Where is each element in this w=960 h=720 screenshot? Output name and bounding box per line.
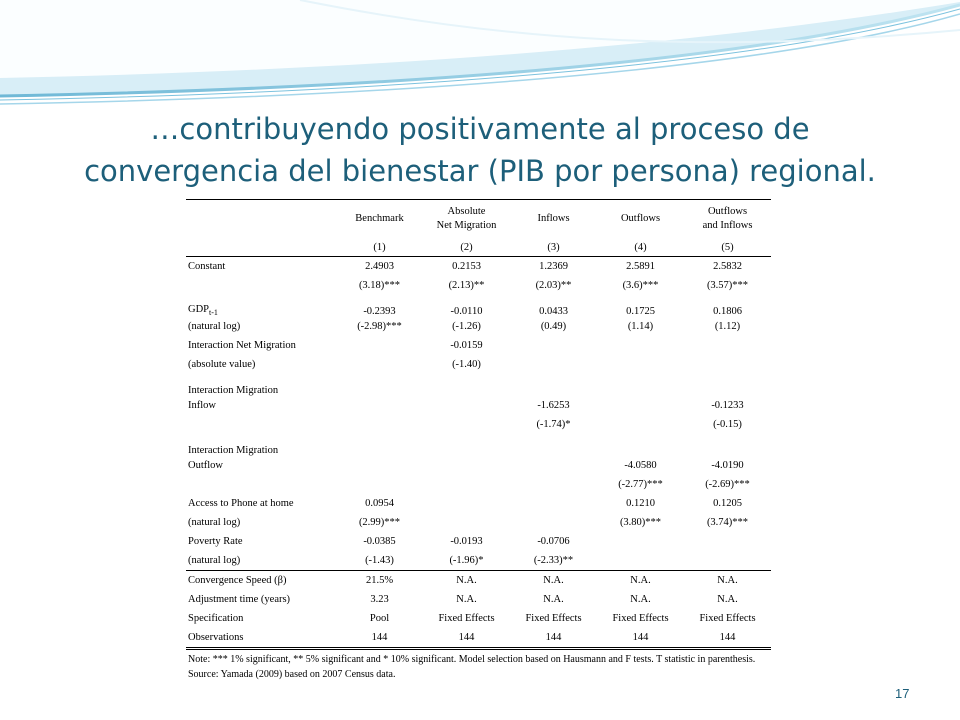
cell: -0.0159 — [450, 340, 483, 351]
row-label: Adjustment time (years) — [188, 594, 291, 605]
cell: 2.4903 — [365, 261, 394, 272]
cell: (-1.40) — [452, 359, 481, 370]
cell: N.A. — [684, 571, 771, 591]
cell: -0.0193 — [450, 536, 483, 547]
row-label: Interaction Net Migration — [188, 340, 296, 351]
cell: 0.2153 — [452, 261, 481, 272]
cell: (3.74)*** — [706, 517, 749, 528]
cell: (1.12) — [714, 321, 741, 332]
row-label: Convergence Speed (β) — [186, 571, 336, 591]
cell: (-2.33)** — [533, 555, 574, 566]
cell: (2.99)*** — [358, 517, 401, 528]
cell: 1.2369 — [539, 261, 568, 272]
cell: N.A. — [630, 594, 651, 605]
row-label: (natural log) — [188, 555, 241, 566]
cell: (3.57)*** — [706, 280, 749, 291]
row-label: Interaction Migration — [188, 385, 279, 396]
cell: -4.0580 — [624, 460, 657, 471]
table-row-gdp-stat — [186, 317, 771, 336]
column-number-row — [186, 238, 771, 257]
cell: N.A. — [597, 571, 684, 591]
cell: (-0.15) — [713, 419, 742, 430]
cell: 2.5891 — [626, 261, 655, 272]
cell: -0.0706 — [537, 536, 570, 547]
cell: 144 — [684, 628, 771, 649]
table-row-gdp — [186, 295, 771, 317]
page-number: 17 — [895, 686, 910, 701]
row-label: Poverty Rate — [188, 536, 243, 547]
row-label: Outflow — [188, 460, 223, 471]
cell: Fixed Effects — [525, 613, 582, 624]
row-label: (absolute value) — [188, 359, 256, 370]
cell: (1.14) — [627, 321, 654, 332]
table-row-adjustment — [186, 590, 771, 609]
header-inflows: Inflows — [510, 200, 597, 239]
cell: 0.1725 — [626, 306, 655, 317]
cell: N.A. — [510, 571, 597, 591]
table-header-row — [186, 200, 771, 239]
cell: 2.5832 — [713, 261, 742, 272]
cell: -1.6253 — [537, 400, 570, 411]
cell: N.A. — [717, 594, 738, 605]
cell: 3.23 — [370, 594, 389, 605]
slide-title — [40, 108, 920, 192]
cell: 144 — [510, 628, 597, 649]
cell: -4.0190 — [711, 460, 744, 471]
col-number: (2) — [423, 238, 510, 257]
cell: 21.5% — [336, 571, 423, 591]
cell: N.A. — [543, 594, 564, 605]
table-row-outflow — [186, 456, 771, 475]
table-row-constant-stat — [186, 276, 771, 295]
cell: Fixed Effects — [438, 613, 495, 624]
row-label: Observations — [186, 628, 336, 649]
cell: (-2.98)*** — [357, 321, 402, 332]
row-label: Interaction Migration — [188, 445, 279, 456]
regression-table — [186, 199, 771, 684]
cell: -0.0110 — [450, 306, 483, 317]
row-label: (natural log) — [188, 321, 241, 332]
cell: -0.2393 — [363, 306, 396, 317]
table-row-observations — [186, 628, 771, 649]
table-row-inflow — [186, 396, 771, 415]
cell: 144 — [597, 628, 684, 649]
header-absolute-net-migration: Absolute Net Migration — [423, 200, 510, 239]
table-row-constant — [186, 257, 771, 277]
table-row-poverty — [186, 532, 771, 551]
col-number: (4) — [597, 238, 684, 257]
cell: (2.13)** — [448, 280, 485, 291]
cell: (3.18)*** — [358, 280, 401, 291]
cell: (-2.77)*** — [618, 479, 663, 490]
cell: 0.1205 — [713, 498, 742, 509]
table-row-inflow-label — [186, 374, 771, 396]
table-note: Note: *** 1% significant, ** 5% significant and * 10% significant. Model selection based on Hausmann and F tests. T statistic in parenthesis. Source: Yamada (2009) based on 2007 Census data. — [188, 654, 756, 680]
table-row-specification — [186, 609, 771, 628]
cell: 144 — [336, 628, 423, 649]
table-row-phone — [186, 494, 771, 513]
cell: (-1.96)* — [449, 555, 484, 566]
col-number: (1) — [336, 238, 423, 257]
cell: Pool — [369, 613, 390, 624]
col-number: (5) — [684, 238, 771, 257]
cell: 0.0954 — [365, 498, 394, 509]
table-row-outflow-label — [186, 434, 771, 456]
cell: 0.0433 — [539, 306, 568, 317]
cell: (-1.43) — [365, 555, 394, 566]
row-label: (natural log) — [188, 517, 241, 528]
row-label: Constant — [188, 261, 226, 272]
cell: 0.1806 — [713, 306, 742, 317]
table-row-outflow-stat — [186, 475, 771, 494]
cell: (0.49) — [540, 321, 567, 332]
cell: (-2.69)*** — [705, 479, 750, 490]
table-row-phone-stat — [186, 513, 771, 532]
row-label: Inflow — [188, 400, 216, 411]
cell: (3.80)*** — [619, 517, 662, 528]
table-row-convergence — [186, 571, 771, 591]
col-number: (3) — [510, 238, 597, 257]
row-label: Access to Phone at home — [188, 498, 294, 509]
table-row-net-migration-stat — [186, 355, 771, 374]
cell: N.A. — [423, 571, 510, 591]
cell: 144 — [423, 628, 510, 649]
header-benchmark: Benchmark — [336, 200, 423, 239]
cell: -0.1233 — [711, 400, 744, 411]
cell: (2.03)** — [535, 280, 572, 291]
row-label: Specification — [188, 613, 244, 624]
slide-title-line-1: …contribuyendo positivamente al proceso de — [150, 112, 810, 146]
row-label: $GDP_{t-1}$ — [188, 303, 218, 317]
header-outflows: Outflows — [597, 200, 684, 239]
cell: 0.1210 — [626, 498, 655, 509]
cell: N.A. — [456, 594, 477, 605]
header-outflows-and-inflows: Outflows and Inflows — [684, 200, 771, 239]
cell: (3.6)*** — [622, 280, 659, 291]
table-row-net-migration — [186, 336, 771, 355]
table-row-poverty-stat — [186, 551, 771, 571]
cell: (-1.74)* — [536, 419, 571, 430]
cell: -0.0385 — [363, 536, 396, 547]
cell: Fixed Effects — [699, 613, 756, 624]
cell: Fixed Effects — [612, 613, 669, 624]
slide-title-line-2: convergencia del bienestar (PIB por persona) regional. — [84, 154, 876, 188]
table-row-inflow-stat — [186, 415, 771, 434]
cell: (-1.26) — [452, 321, 481, 332]
